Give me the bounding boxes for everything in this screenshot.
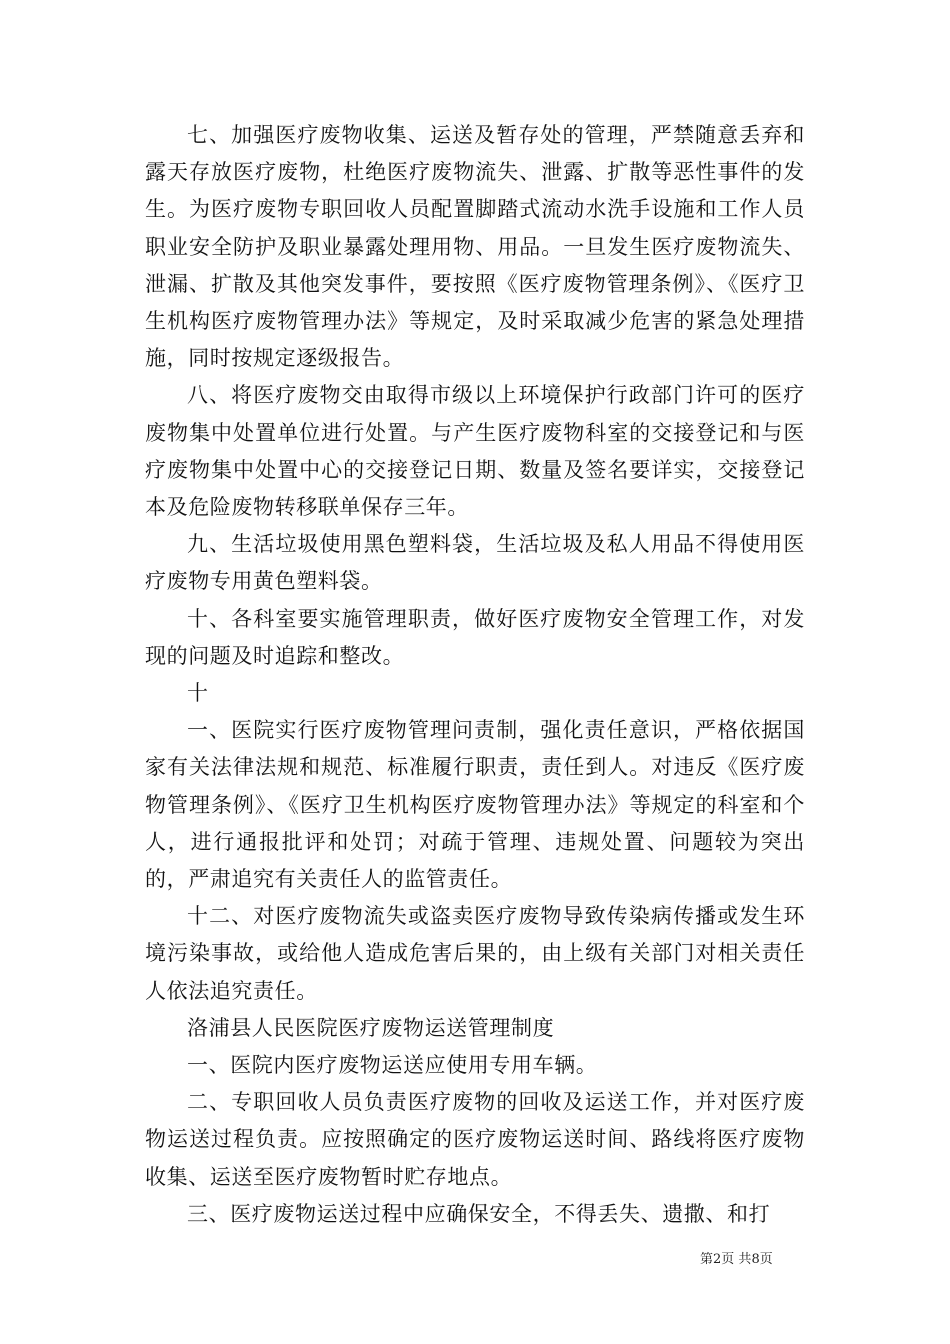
page-footer <box>700 1248 773 1267</box>
footer-mid: 页 共 <box>721 1252 752 1267</box>
paragraph-9: 九、生活垃圾使用黑色塑料袋，生活垃圾及私人用品不得使用医疗废物专用黄色塑料袋。 <box>145 532 805 594</box>
paragraph-11: 一、医院实行医疗废物管理问责制，强化责任意识，严格依据国家有关法律法规和规范、标准履行职责，责任到人。对违反《医疗废物管理条例》、《医疗卫生机构医疗废物管理办法》等规定的科室和个人，进行通报批评和处罚；对疏于管理、违规处置、问题较为突出的，严肃追究有关责任人的监管责任。 <box>145 718 805 892</box>
footer-current-page: 2 <box>713 1252 722 1267</box>
paragraph-7: 七、加强医疗废物收集、运送及暂存处的管理，严禁随意丢弃和露天存放医疗废物，杜绝医疗废物流失、泄露、扩散等恶性事件的发生。为医疗废物专职回收人员配置脚踏式流动水洗手设施和工作人员职业安全防护及职业暴露处理用物、用品。一旦发生医疗废物流失、泄漏、扩散及其他突发事件，要按照《医疗废物管理条例》、《医疗卫生机构医疗废物管理办法》等规定，及时采取减少危害的紧急处理措施，同时按规定逐级报告。 <box>145 123 805 371</box>
rule-3: 三、医疗废物运送过程中应确保安全，不得丢失、遗撒、和打 <box>187 1201 771 1226</box>
footer-total-pages: 8 <box>751 1252 760 1267</box>
paragraph-8: 八、将医疗废物交由取得市级以上环境保护行政部门许可的医疗废物集中处置单位进行处置。与产生医疗废物科室的交接登记和与医疗废物集中处置中心的交接登记日期、数量及签名要详实，交接登记本及危险废物转移联单保存三年。 <box>145 383 805 520</box>
paragraph-11-heading-fragment: 十 <box>187 681 209 706</box>
document-body <box>145 117 805 1233</box>
paragraph-10: 十、各科室要实施管理职责，做好医疗废物安全管理工作，对发现的问题及时追踪和整改。 <box>145 606 805 668</box>
footer-suffix: 页 <box>759 1252 773 1267</box>
rule-1: 一、医院内医疗废物运送应使用专用车辆。 <box>187 1053 598 1078</box>
paragraph-12: 十二、对医疗废物流失或盗卖医疗废物导致传染病传播或发生环境污染事故，或给他人造成危害后果的，由上级有关部门对相关责任人依法追究责任。 <box>145 904 805 1003</box>
footer-prefix: 第 <box>700 1252 714 1267</box>
rule-2: 二、专职回收人员负责医疗废物的回收及运送工作，并对医疗废物运送过程负责。应按照确定的医疗废物运送时间、路线将医疗废物收集、运送至医疗废物暂时贮存地点。 <box>145 1090 805 1189</box>
section-title: 洛浦县人民医院医疗废物运送管理制度 <box>187 1015 555 1040</box>
